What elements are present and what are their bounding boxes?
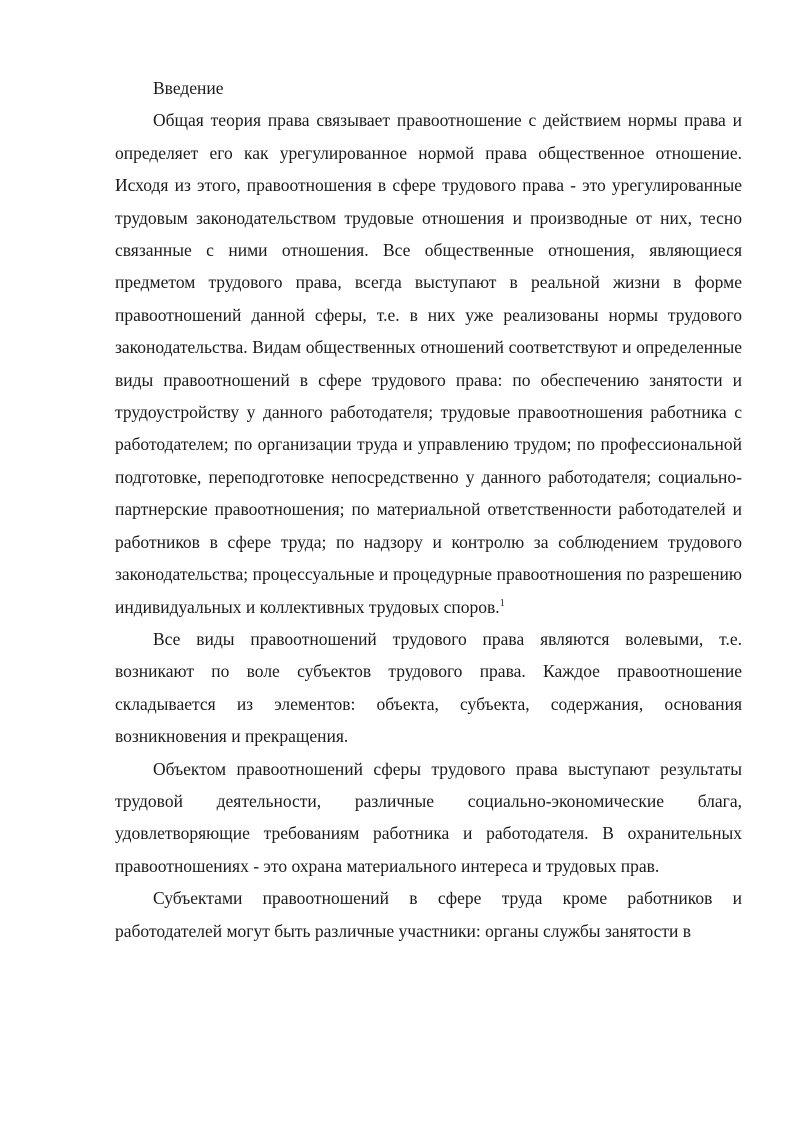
paragraph-1-text: Общая теория права связывает правоотношение с действием нормы права и определяет его как урегулированное нормой права общественное отношение. Исходя из этого, правоотношения в сфере трудового права - это урегулированные трудовым законодательством трудовые отношения и производные от них, тесно связанные с ними отношения. Все общественные отношения, являющиеся предметом трудового права, всегда выступают в реальной жизни в форме правоотношений данной сферы, т.е. в них уже реализованы нормы трудового законодательства. Видам общественных отношений соответствуют и определенные виды правоотношений в сфере трудового права: по обеспечению занятости и трудоустройству у данного работодателя; трудовые правоотношения работника с работодателем; по организации труда и управлению трудом; по профессиональной подготовке, переподготовке непосредственно у данного работодателя; социально-партнерские правоотношения; по материальной ответственности работодателей и работников в сфере труда; по надзору и контролю за соблюдением трудового законодательства; процессуальные и процедурные правоотношения по разрешению индивидуальных и коллективных трудовых споров. xyxy=(115,110,742,617)
document-heading: Введение xyxy=(153,78,224,98)
paragraph-2: Все виды правоотношений трудового права являются волевыми, т.е. возникают по воле субъектов трудового права. Каждое правоотношение складывается из элементов: объекта, субъекта, содержания, основания возникновения и прекращения. xyxy=(115,628,742,747)
footnote-marker[interactable]: 1 xyxy=(499,597,505,609)
paragraph-1 xyxy=(115,104,742,623)
paragraph-3: Объектом правоотношений сферы трудового права выступают результаты трудовой деятельности, различные социально-экономические блага, удовлетворяющие требованиям работника и работодателя. В охранительных правоотношениях - это охрана материального интереса и трудовых прав. xyxy=(115,758,742,876)
document-page xyxy=(115,72,742,947)
paragraph-4: Субъектами правоотношений в сфере труда кроме работников и работодателей могут быть различные участники: органы службы занятости в xyxy=(115,888,742,941)
